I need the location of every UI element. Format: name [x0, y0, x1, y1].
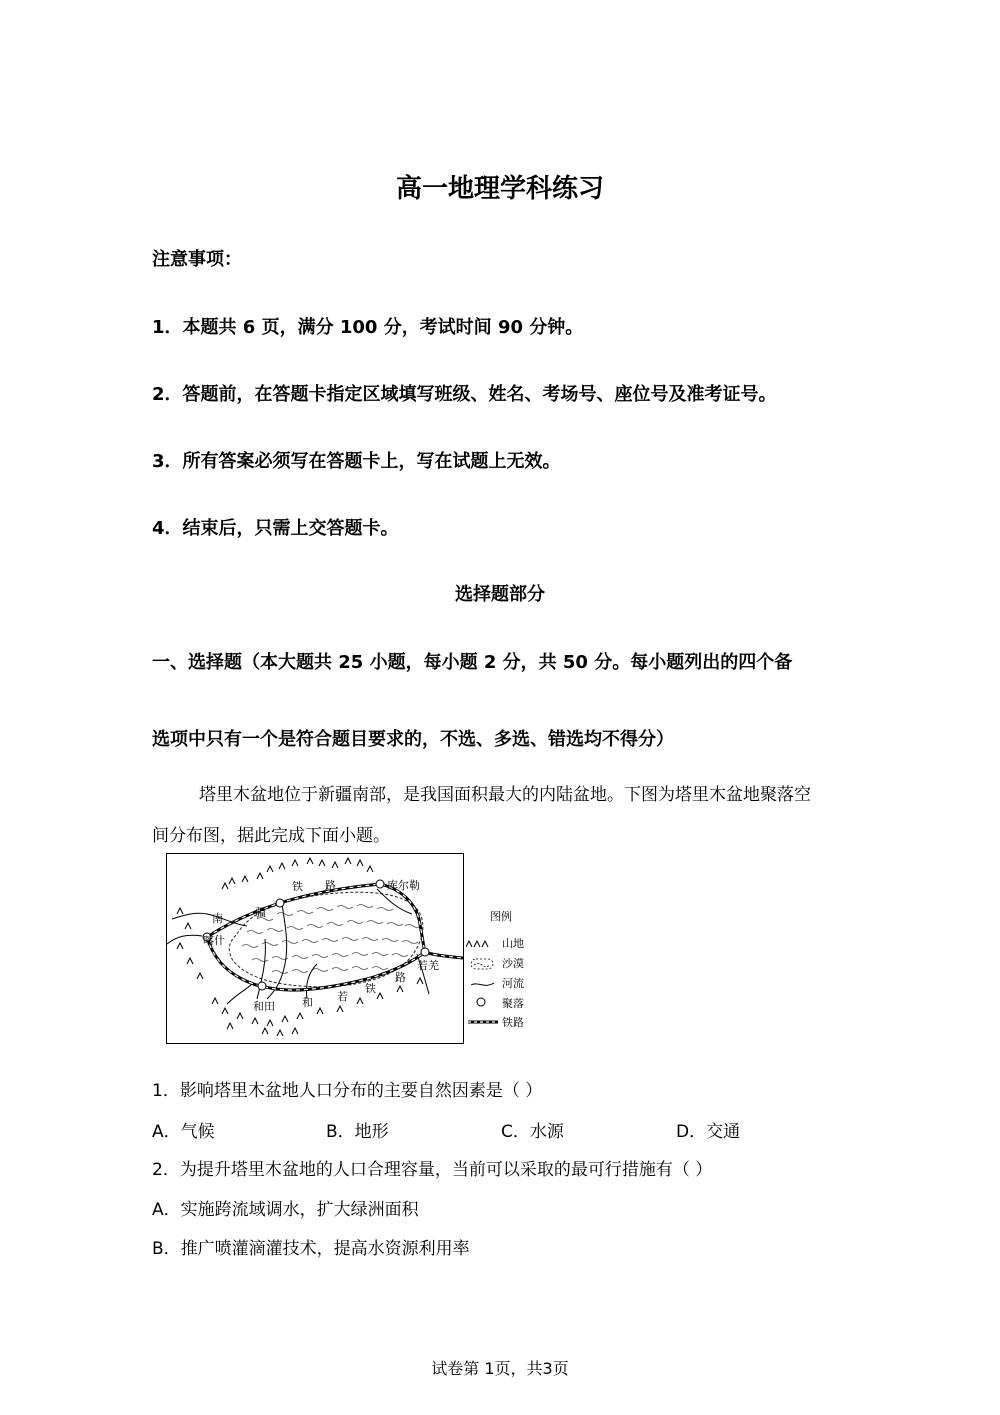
legend-desert-icon	[471, 959, 493, 969]
note-item-4: 4．结束后，只需上交答题卡。	[152, 518, 399, 539]
settlement-ruoqiang	[421, 948, 429, 956]
section-title: 选择题部分	[455, 584, 545, 605]
label-tie-north: 铁	[292, 880, 303, 893]
question-1-option-a: A．气候	[152, 1122, 215, 1142]
label-he: 和	[302, 996, 313, 1009]
settlement-north	[276, 899, 284, 907]
legend-settlement-label: 聚落	[502, 997, 524, 1010]
tarim-basin-map	[166, 853, 464, 1044]
part1-heading-line2: 选项中只有一个是符合题目要求的，不选、多选、错选均不得分）	[152, 729, 674, 750]
page-footer: 试卷第 1页，共3页	[431, 1359, 569, 1378]
label-tie-south: 铁	[365, 982, 376, 995]
legend-title: 图例	[490, 910, 512, 923]
railway	[207, 884, 463, 990]
question-1-option-c: C．水源	[501, 1122, 564, 1142]
label-ruoqiang: 若羌	[417, 959, 439, 972]
label-nan: 南	[212, 912, 223, 925]
legend-railway-label: 铁路	[502, 1016, 524, 1029]
label-lu-south: 路	[395, 971, 406, 984]
intro-line2: 间分布图，据此完成下面小题。	[152, 826, 390, 846]
part1-heading-line1: 一、选择题（本大题共 25 小题，每小题 2 分，共 50 分。每小题列出的四个备	[152, 652, 793, 673]
legend-mountain-icon	[466, 941, 488, 947]
note-item-1: 1．本题共 6 页，满分 100 分，考试时间 90 分钟。	[152, 317, 584, 338]
question-2-stem: 2．为提升塔里木盆地的人口合理容量，当前可以采取的最可行措施有（ ）	[152, 1160, 713, 1180]
label-kuerle: 库尔勒	[387, 879, 420, 892]
label-lu-north: 路	[325, 879, 336, 892]
page-title: 高一地理学科练习	[395, 174, 604, 204]
question-2-option-a: A．实施跨流域调水，扩大绿洲面积	[152, 1200, 419, 1220]
question-1-option-b: B．地形	[326, 1122, 389, 1142]
question-1-stem: 1．影响塔里木盆地人口分布的主要自然因素是（ ）	[152, 1081, 543, 1101]
note-item-2: 2．答题前，在答题卡指定区域填写班级、姓名、考场号、座位号及准考证号。	[152, 384, 777, 405]
question-2-option-b: B．推广喷灌滴灌技术，提高水资源利用率	[152, 1239, 470, 1259]
label-hetian: 和田	[253, 1000, 275, 1013]
label-ruo: 若	[337, 990, 348, 1003]
settlement-kuerle	[376, 880, 384, 888]
legend-desert-label: 沙漠	[502, 957, 524, 970]
label-kashi: 喀什	[203, 934, 225, 947]
settlement-hetian	[258, 982, 266, 990]
legend-river-label: 河流	[502, 977, 524, 990]
legend-river-icon	[471, 983, 494, 985]
map-legend	[466, 905, 546, 1045]
notes-heading: 注意事项：	[152, 249, 242, 270]
note-item-3: 3．所有答案必须写在答题卡上，写在试题上无效。	[152, 451, 561, 472]
legend-mountain-label: 山地	[502, 937, 524, 950]
legend-settlement-icon	[477, 998, 485, 1006]
intro-line1: 塔里木盆地位于新疆南部，是我国面积最大的内陆盆地。下图为塔里木盆地聚落空	[199, 785, 811, 805]
question-1-option-d: D．交通	[676, 1122, 741, 1142]
label-jiang: 疆	[255, 906, 266, 919]
